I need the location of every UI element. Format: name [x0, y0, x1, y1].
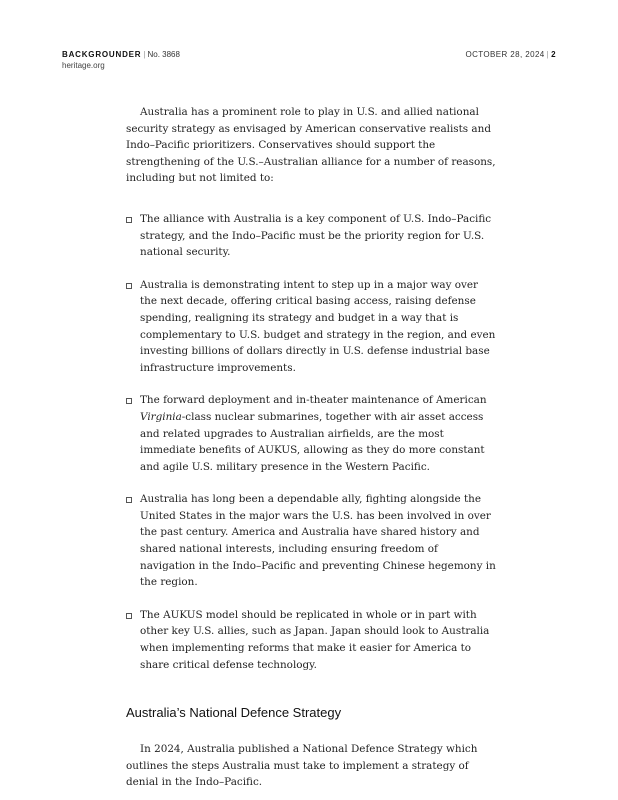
header-separator: | — [143, 50, 146, 59]
bullet-list — [126, 211, 496, 673]
bullet-text-post: -class nuclear submarines, together with air asset access and related upgrades to Australian airfields, are the most immediate benefits of AUKUS, allowing as they do more constant and agile U.S. military presence in the Western Pacific. — [140, 410, 485, 473]
publication-date: OCTOBER 28, 2024 — [465, 50, 545, 59]
submarine-class-name: Virginia — [140, 410, 182, 423]
square-bullet-icon — [126, 283, 132, 289]
article-body — [126, 104, 496, 791]
bullet-text: The alliance with Australia is a key component of U.S. Indo–Pacific strategy, and the Indo–Pacific must be the priority region for U.S. national security. — [140, 212, 492, 259]
running-header-left — [62, 49, 180, 71]
page-number: 2 — [551, 50, 556, 59]
bullet-text: Australia is demonstrating intent to step up in a major way over the next decade, offering critical basing access, raising defense spending, realigning its strategy and budget in a way that is complementary to U.S. budget and strategy in the region, and even investing billions of dollars directly in U.S. defense industrial base infrastructure improvements. — [140, 278, 496, 374]
square-bullet-icon — [126, 497, 132, 503]
report-number: No. 3868 — [147, 50, 180, 59]
bullet-item — [126, 392, 496, 475]
section-heading: Australia’s National Defence Strategy — [126, 705, 342, 721]
bullet-item — [126, 211, 496, 261]
series-name: BACKGROUNDER — [62, 50, 142, 59]
bullet-text: Australia has long been a dependable ally, fighting alongside the United States in the major wars the U.S. has been involved in over the past century. America and Australia have shared history and shared national interests, including ensuring freedom of navigation in the Indo–Pacific and preventing Chinese hegemony in the region. — [140, 493, 496, 589]
square-bullet-icon — [126, 398, 132, 404]
square-bullet-icon — [126, 217, 132, 223]
section-paragraph: In 2024, Australia published a National Defence Strategy which outlines the steps Australia must take to implement a strategy of denial in the Indo–Pacific. — [126, 743, 478, 789]
square-bullet-icon — [126, 613, 132, 619]
bullet-item — [126, 277, 496, 377]
bullet-text-pre: The forward deployment and in-theater maintenance of American — [140, 394, 487, 407]
running-header-right — [465, 49, 556, 60]
bullet-item — [126, 491, 496, 591]
bullet-text: The AUKUS model should be replicated in whole or in part with other key U.S. allies, such as Japan. Japan should look to Australia when implementing reforms that make it easier for America to share critical defense technology. — [140, 608, 490, 671]
site-url[interactable]: heritage.org — [62, 61, 105, 70]
bullet-item — [126, 607, 496, 673]
header-separator: | — [546, 50, 550, 59]
intro-paragraph: Australia has a prominent role to play in U.S. and allied national security strategy as envisaged by American conservative realists and Indo–Pacific prioritizers. Conservatives should support the strengthening of the U.S.–Australian alliance for a number of reasons, including but not limited to: — [126, 106, 496, 185]
